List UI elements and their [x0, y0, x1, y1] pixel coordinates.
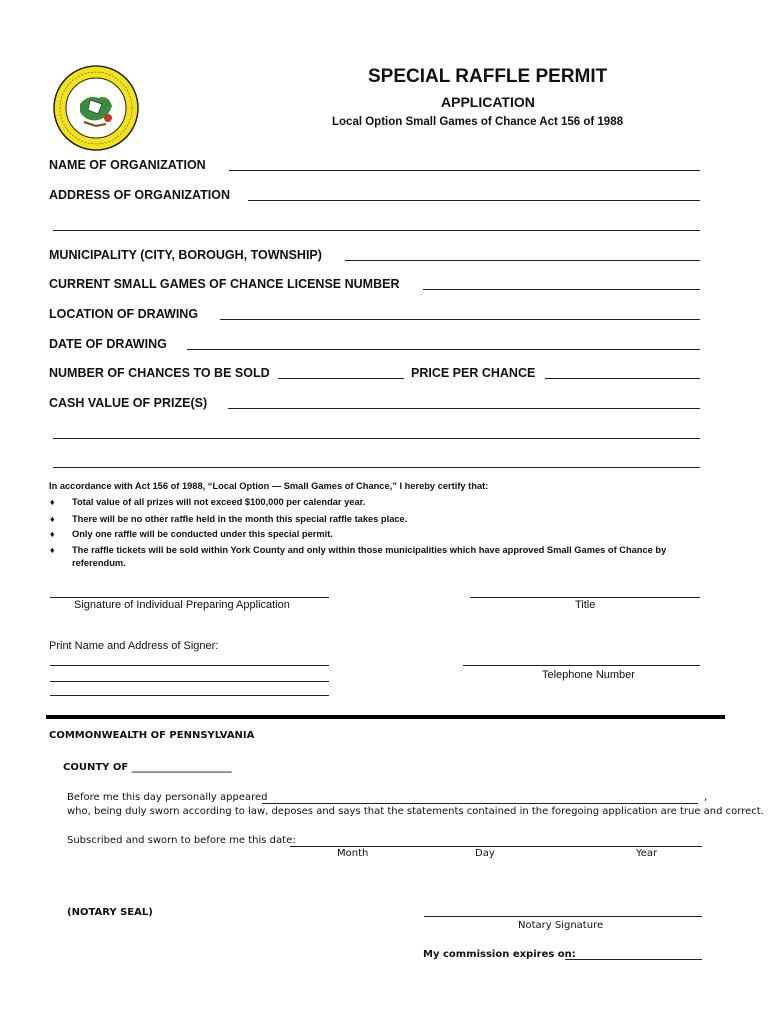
sworn-statement: who, being duly sworn according to law, deposes and says that the statements contained in the foregoing application are true and correct. [67, 806, 764, 817]
certification-item: Only one raffle will be conducted under this special permit. [72, 529, 333, 539]
bullet-icon: ♦ [50, 545, 55, 555]
day-caption: Day [475, 848, 495, 859]
certification-item: The raffle tickets will be sold within York County and only within those municipalities which have approved Small Games of Chance by [72, 545, 667, 555]
county-label: COUNTY OF ____________________ [63, 762, 232, 773]
organization-address-field[interactable] [248, 200, 700, 201]
bullet-icon: ♦ [50, 497, 55, 507]
form-subtitle: APPLICATION [441, 94, 535, 110]
prize-value-field-3[interactable] [53, 467, 700, 468]
commission-label: My commission expires on: [423, 949, 576, 960]
price-per-chance-field[interactable] [545, 378, 700, 379]
title-field[interactable] [470, 597, 700, 598]
price-per-chance-label: PRICE PER CHANCE [411, 366, 536, 380]
organization-name-label: NAME OF ORGANIZATION [49, 158, 206, 172]
month-caption: Month [337, 848, 369, 859]
telephone-caption: Telephone Number [542, 669, 635, 681]
form-title: SPECIAL RAFFLE PERMIT [368, 66, 608, 87]
license-number-label: CURRENT SMALL GAMES OF CHANCE LICENSE NUMBER [49, 277, 400, 291]
county-seal-logo [52, 64, 140, 152]
drawing-date-field[interactable] [187, 349, 700, 350]
municipality-label: MUNICIPALITY (CITY, BOROUGH, TOWNSHIP) [49, 248, 322, 262]
drawing-date-label: DATE OF DRAWING [49, 337, 167, 351]
telephone-field[interactable] [463, 665, 700, 666]
municipality-field[interactable] [345, 260, 700, 261]
certification-item: Total value of all prizes will not exceed $100,000 per calendar year. [72, 497, 366, 507]
appeared-name-field[interactable] [262, 803, 698, 804]
notary-seal-label: (NOTARY SEAL) [67, 907, 153, 918]
print-name-label: Print Name and Address of Signer: [49, 640, 219, 652]
organization-address-field-2[interactable] [53, 230, 700, 231]
commonwealth-heading: COMMONWEALTH OF PENNSYLVANIA [49, 730, 255, 741]
drawing-location-field[interactable] [220, 319, 700, 320]
act-reference: Local Option Small Games of Chance Act 156 of 1988 [332, 116, 623, 128]
before-me-text: Before me this day personally appeared [67, 792, 268, 803]
sworn-date-field[interactable] [290, 846, 702, 847]
signer-address-field[interactable] [50, 681, 329, 682]
signature-caption: Signature of Individual Preparing Application [74, 599, 290, 611]
chances-count-field[interactable] [278, 378, 404, 379]
subscribed-text: Subscribed and sworn to before me this date: [67, 835, 296, 846]
year-caption: Year [636, 848, 658, 859]
notary-signature-field[interactable] [424, 916, 702, 917]
prize-value-field[interactable] [228, 408, 700, 409]
signer-name-field[interactable] [50, 665, 329, 666]
certification-item: There will be no other raffle held in the month this special raffle takes place. [72, 514, 408, 524]
notary-signature-caption: Notary Signature [518, 920, 604, 931]
applicant-signature-field[interactable] [50, 597, 329, 598]
chances-count-label: NUMBER OF CHANCES TO BE SOLD [49, 366, 270, 380]
bullet-icon: ♦ [50, 514, 55, 524]
signer-address-field-2[interactable] [50, 695, 329, 696]
organization-address-label: ADDRESS OF ORGANIZATION [49, 188, 231, 202]
license-number-field[interactable] [423, 289, 700, 290]
organization-name-field[interactable] [229, 170, 700, 171]
section-divider [46, 715, 725, 719]
commission-date-field[interactable] [565, 959, 702, 960]
prize-value-field-2[interactable] [53, 438, 700, 439]
drawing-location-label: LOCATION OF DRAWING [49, 307, 199, 321]
comma-text: , [704, 792, 708, 803]
title-caption: Title [575, 599, 596, 611]
certification-intro: In accordance with Act 156 of 1988, “Local Option — Small Games of Chance,” I hereby certify that: [49, 481, 489, 491]
bullet-icon: ♦ [50, 529, 55, 539]
prize-value-label: CASH VALUE OF PRIZE(S) [49, 396, 208, 410]
certification-item-continued: referendum. [72, 558, 126, 568]
